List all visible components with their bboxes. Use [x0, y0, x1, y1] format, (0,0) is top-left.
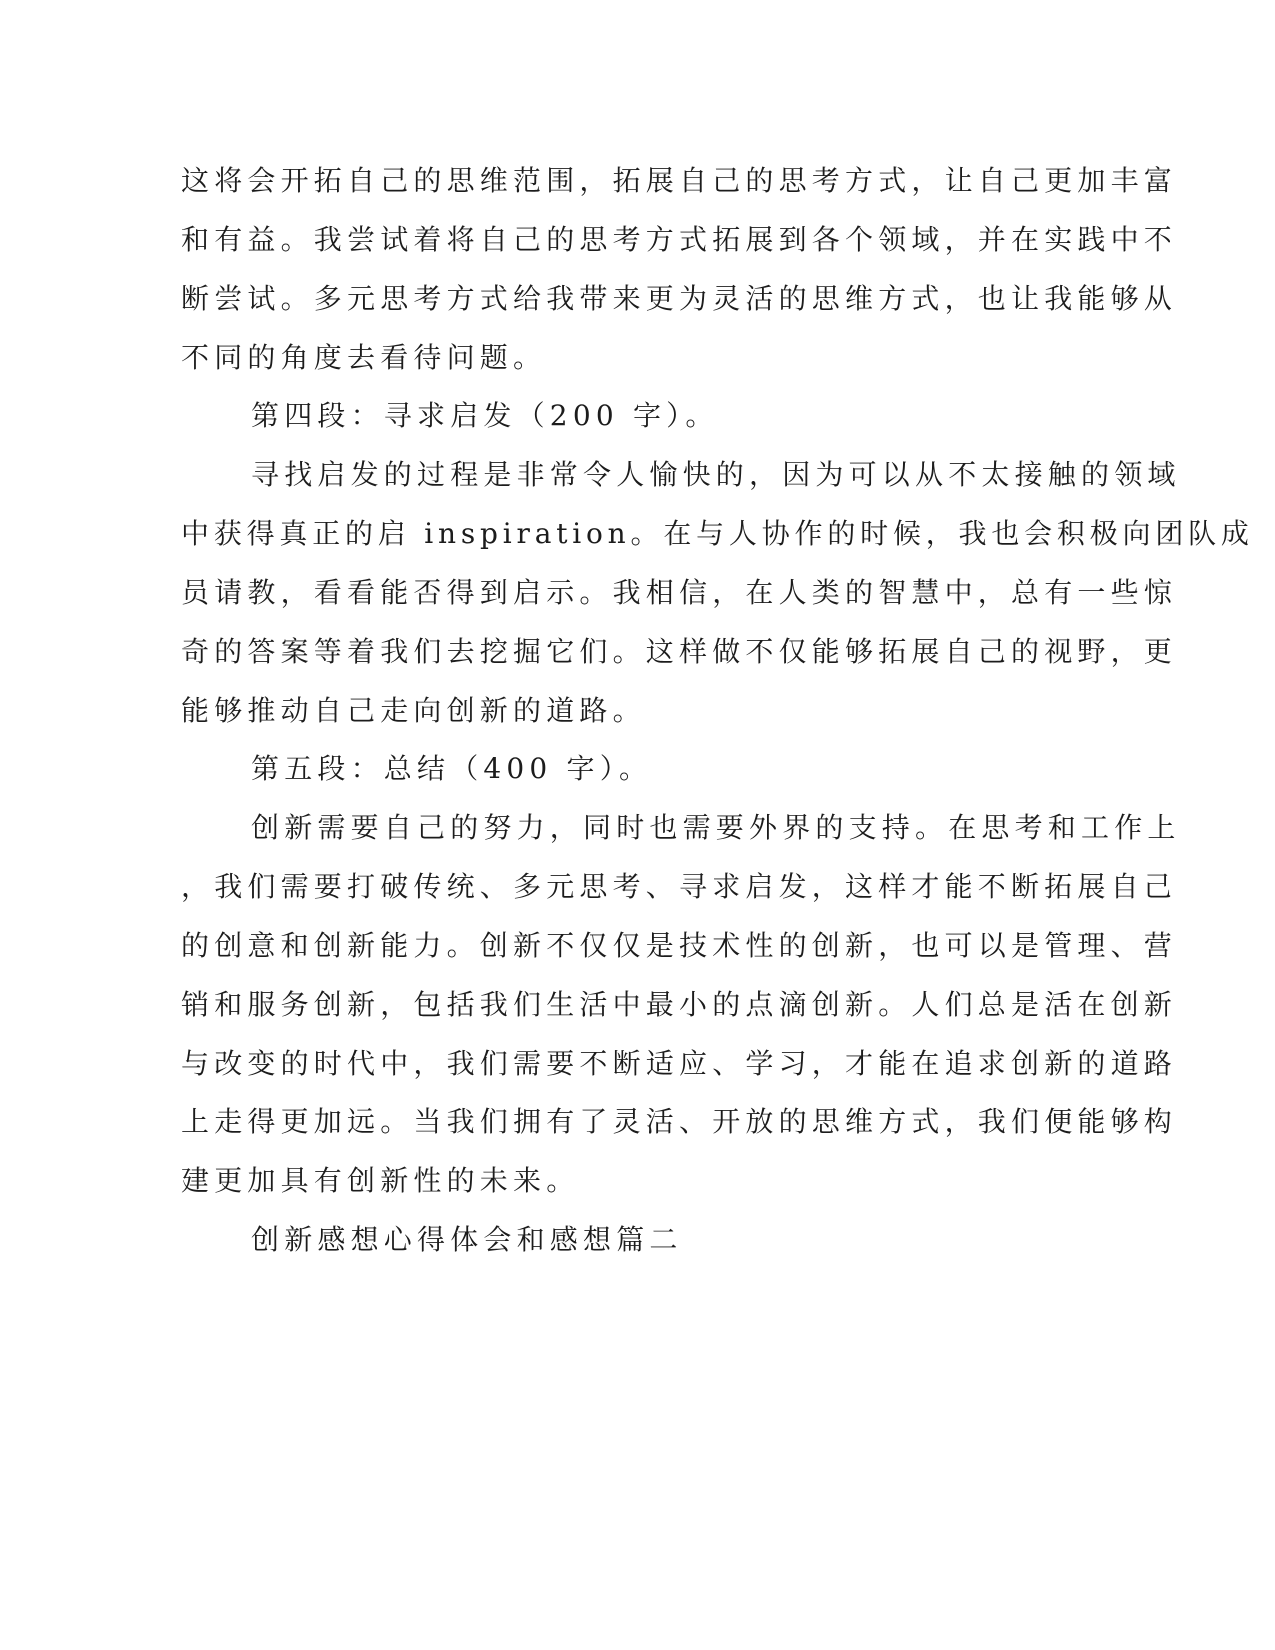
paragraph-line: 的创意和创新能力。创新不仅仅是技术性的创新，也可以是管理、营 — [181, 929, 1178, 962]
section-heading: 第五段：总结（400 字）。 — [251, 752, 653, 785]
paragraph-line: 奇的答案等着我们去挖掘它们。这样做不仅能够拓展自己的视野，更 — [181, 635, 1178, 668]
section-heading: 第四段：寻求启发（200 字）。 — [251, 399, 719, 432]
section-heading: 创新感想心得体会和感想篇二 — [251, 1223, 683, 1256]
paragraph-line: 员请教，看看能否得到启示。我相信，在人类的智慧中，总有一些惊 — [181, 576, 1178, 609]
paragraph-line: 这将会开拓自己的思维范围，拓展自己的思考方式，让自己更加丰富 — [181, 164, 1178, 197]
paragraph-line: 与改变的时代中，我们需要不断适应、学习，才能在追求创新的道路 — [181, 1047, 1178, 1080]
paragraph-line: 不同的角度去看待问题。 — [181, 341, 547, 374]
paragraph-line: 中获得真正的启 inspiration。在与人协作的时候，我也会积极向团队成 — [181, 517, 1254, 550]
paragraph-line: 销和服务创新，包括我们生活中最小的点滴创新。人们总是活在创新 — [181, 988, 1178, 1021]
paragraph-line: 上走得更加远。当我们拥有了灵活、开放的思维方式，我们便能够构 — [181, 1105, 1178, 1138]
paragraph-line: 建更加具有创新性的未来。 — [181, 1164, 580, 1197]
paragraph-line: ，我们需要打破传统、多元思考、寻求启发，这样才能不断拓展自己 — [181, 870, 1178, 903]
paragraph-line: 创新需要自己的努力，同时也需要外界的支持。在思考和工作上 — [251, 811, 1181, 844]
paragraph-line: 能够推动自己走向创新的道路。 — [181, 694, 646, 727]
paragraph-line: 断尝试。多元思考方式给我带来更为灵活的思维方式，也让我能够从 — [181, 282, 1178, 315]
paragraph-line: 寻找启发的过程是非常令人愉快的，因为可以从不太接触的领域 — [251, 458, 1181, 491]
paragraph-line: 和有益。我尝试着将自己的思考方式拓展到各个领域，并在实践中不 — [181, 223, 1178, 256]
